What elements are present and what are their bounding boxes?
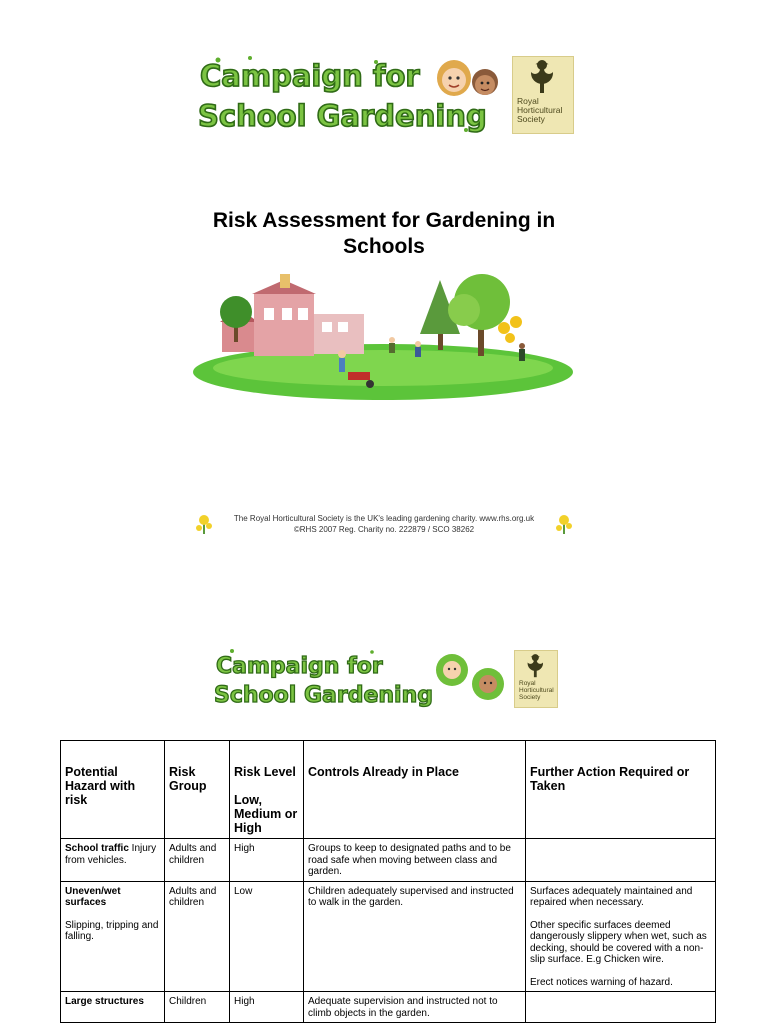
girl-face-icon xyxy=(436,654,468,686)
campaign-logo-small xyxy=(212,646,558,710)
hazard-name: Large structures xyxy=(65,996,144,1007)
campaign-line-2: School Gardening xyxy=(198,99,487,133)
page-title: Risk Assessment for Gardening in Schools xyxy=(212,209,556,258)
risk-level-cell: High xyxy=(230,992,304,1023)
controls-cell: Groups to keep to designated paths and to be road safe when moving between class and garden. xyxy=(304,839,526,882)
controls-cell: Children adequately supervised and instructed to walk in the garden. xyxy=(304,881,526,992)
action-item: Erect notices warning of hazard. xyxy=(530,976,673,988)
campaign-wordmark xyxy=(212,646,510,710)
table-header-row xyxy=(61,741,716,839)
hazard-description: Injury from vehicles. xyxy=(65,843,157,866)
risk-group-cell: Adults and children xyxy=(165,839,230,882)
rhs-wordmark xyxy=(517,97,562,124)
campaign-line-1: Campaign for xyxy=(216,654,383,679)
hazard-name: School traffic xyxy=(65,843,129,854)
header-hazard: Potential Hazard with risk xyxy=(61,741,165,839)
footer-line-1: The Royal Horticultural Society is the UK's leading gardening charity. www.rhs.org.uk xyxy=(233,514,535,523)
table-row xyxy=(61,839,716,882)
campaign-logo xyxy=(196,52,574,136)
rhs-logo-badge xyxy=(512,56,574,134)
footer-text xyxy=(218,513,550,535)
rhs-logo-badge xyxy=(514,650,558,708)
tree-icon xyxy=(513,57,573,97)
school-garden-illustration xyxy=(192,272,574,402)
rhs-footer xyxy=(194,510,574,536)
action-item: Surfaces adequately maintained and repaired when necessary. xyxy=(530,885,693,908)
campaign-line-2: School Gardening xyxy=(214,683,434,708)
controls-cell: Adequate supervision and instructed not to climb objects in the garden. xyxy=(304,992,526,1023)
rhs-wordmark xyxy=(519,681,554,701)
risk-level-cell: Low xyxy=(230,881,304,992)
hazard-name: Uneven/wet surfaces xyxy=(65,885,121,908)
further-action-cell xyxy=(526,881,716,992)
daffodil-icon xyxy=(194,510,214,536)
rhs-line-1: Royal xyxy=(519,680,536,687)
campaign-wordmark xyxy=(196,52,508,136)
header-risk-level-scale: Low, Medium or High xyxy=(234,793,298,835)
further-action-cell xyxy=(526,992,716,1023)
hazard-cell xyxy=(61,992,165,1023)
daffodil-icon xyxy=(554,510,574,536)
boy-face-icon xyxy=(472,69,498,95)
rhs-line-1: Royal xyxy=(517,96,539,106)
tree-icon xyxy=(515,651,557,681)
table-row xyxy=(61,881,716,992)
footer-line-2: ©RHS 2007 Reg. Charity no. 222879 / SCO 38262 xyxy=(293,525,475,534)
action-item: Other specific surfaces deemed dangerously slippery when wet, such as decking, should be covered with a non-slip surface. E.g Chicken wire. xyxy=(530,919,707,965)
rhs-line-2: Horticultural xyxy=(517,104,563,115)
rhs-line-3: Society xyxy=(517,113,545,124)
rhs-line-3: Society xyxy=(519,693,541,701)
hazard-cell xyxy=(61,881,165,992)
header-controls: Controls Already in Place xyxy=(304,741,526,839)
hazard-cell xyxy=(61,839,165,882)
risk-group-cell: Children xyxy=(165,992,230,1023)
boy-face-icon xyxy=(472,668,504,700)
risk-group-cell: Adults and children xyxy=(165,881,230,992)
header-risk-level xyxy=(230,741,304,839)
header-further-action: Further Action Required or Taken xyxy=(526,741,716,839)
header-risk-level-title: Risk Level xyxy=(234,765,296,779)
risk-level-cell: High xyxy=(230,839,304,882)
header-risk-group: Risk Group xyxy=(165,741,230,839)
girl-face-icon xyxy=(437,60,471,96)
campaign-line-1: Campaign for xyxy=(200,59,420,93)
table-row xyxy=(61,992,716,1023)
hazard-description: Slipping, tripping and falling. xyxy=(65,919,159,942)
rhs-line-2: Horticultural xyxy=(519,686,554,694)
further-action-cell xyxy=(526,839,716,882)
risk-assessment-table xyxy=(60,740,716,1023)
